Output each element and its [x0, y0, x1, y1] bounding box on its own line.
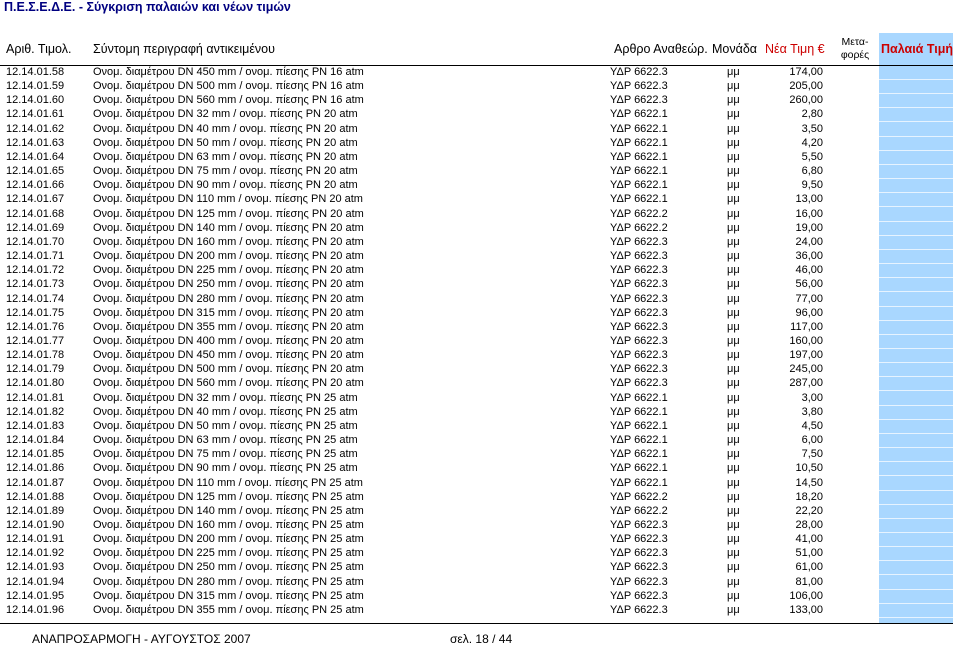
item-reference: ΥΔΡ 6622.3: [610, 334, 668, 347]
item-unit: μμ: [727, 589, 740, 602]
item-reference: ΥΔΡ 6622.1: [610, 136, 668, 149]
item-new-price: 3,50: [801, 122, 823, 135]
item-old-price-cell[interactable]: [879, 193, 953, 207]
item-old-price-cell[interactable]: [879, 519, 953, 533]
item-old-price-cell[interactable]: [879, 363, 953, 377]
item-description: Ονομ. διαμέτρου DN 500 mm / ονομ. πίεσης PN 16 atm: [93, 80, 364, 93]
item-code: 12.14.01.89: [6, 504, 65, 517]
item-description: Ονομ. διαμέτρου DN 225 mm / ονομ. πίεσης PN 25 atm: [93, 547, 364, 560]
table-bottom-divider: [0, 623, 953, 624]
footer-page-number: σελ. 18 / 44: [450, 632, 513, 646]
item-unit: μμ: [727, 363, 740, 376]
item-unit: μμ: [727, 136, 740, 149]
item-description: Ονομ. διαμέτρου DN 200 mm / ονομ. πίεσης PN 20 atm: [93, 250, 364, 263]
item-new-price: 77,00: [795, 292, 823, 305]
header-old-price: Παλαιά Τιμή: [881, 42, 953, 56]
item-unit: μμ: [727, 377, 740, 390]
item-description: Ονομ. διαμέτρου DN 400 mm / ονομ. πίεσης PN 20 atm: [93, 334, 364, 347]
item-description: Ονομ. διαμέτρου DN 250 mm / ονομ. πίεσης PN 25 atm: [93, 561, 364, 574]
item-description: Ονομ. διαμέτρου DN 110 mm / ονομ. πίεσης PN 20 atm: [93, 193, 363, 206]
item-unit: μμ: [727, 434, 740, 447]
item-code: 12.14.01.67: [6, 193, 65, 206]
item-code: 12.14.01.94: [6, 575, 65, 588]
item-code: 12.14.01.91: [6, 533, 65, 546]
item-old-price-cell[interactable]: [879, 236, 953, 250]
item-old-price-cell[interactable]: [879, 321, 953, 335]
table-row: [0, 476, 960, 490]
item-code: 12.14.01.71: [6, 250, 65, 263]
item-unit: μμ: [727, 476, 740, 489]
item-unit: μμ: [727, 391, 740, 404]
table-row: [0, 306, 960, 320]
table-row: [0, 235, 960, 249]
item-new-price: 245,00: [789, 363, 823, 376]
item-old-price-cell[interactable]: [879, 335, 953, 349]
item-new-price: 6,00: [801, 434, 823, 447]
item-old-price-cell[interactable]: [879, 250, 953, 264]
table-row: [0, 391, 960, 405]
item-reference: ΥΔΡ 6622.3: [610, 349, 668, 362]
item-reference: ΥΔΡ 6622.1: [610, 179, 668, 192]
item-old-price-cell[interactable]: [879, 349, 953, 363]
item-code: 12.14.01.63: [6, 136, 65, 149]
item-code: 12.14.01.73: [6, 278, 65, 291]
item-new-price: 197,00: [789, 349, 823, 362]
item-new-price: 13,00: [795, 193, 823, 206]
table-row: [0, 93, 960, 107]
item-old-price-cell[interactable]: [879, 222, 953, 236]
item-new-price: 22,20: [795, 504, 823, 517]
item-new-price: 287,00: [789, 377, 823, 390]
item-reference: ΥΔΡ 6622.2: [610, 221, 668, 234]
item-code: 12.14.01.86: [6, 462, 65, 475]
item-unit: μμ: [727, 320, 740, 333]
item-description: Ονομ. διαμέτρου DN 160 mm / ονομ. πίεσης PN 20 atm: [93, 235, 364, 248]
item-unit: μμ: [727, 179, 740, 192]
price-table-body: [0, 65, 960, 617]
item-description: Ονομ. διαμέτρου DN 125 mm / ονομ. πίεσης PN 25 atm: [93, 490, 364, 503]
item-old-price-cell[interactable]: [879, 307, 953, 321]
footer-edition: ΑΝΑΠΡΟΣΑΡΜΟΓΗ - ΑΥΓΟΥΣΤΟΣ 2007: [32, 632, 251, 646]
table-row: [0, 532, 960, 546]
item-code: 12.14.01.79: [6, 363, 65, 376]
item-code: 12.14.01.69: [6, 221, 65, 234]
table-row: [0, 447, 960, 461]
item-unit: μμ: [727, 193, 740, 206]
item-old-price-cell[interactable]: [879, 108, 953, 122]
header-transfers-line1: Μετα-: [841, 36, 869, 48]
item-unit: μμ: [727, 561, 740, 574]
table-row: [0, 178, 960, 192]
table-row: [0, 320, 960, 334]
item-old-price-cell[interactable]: [879, 264, 953, 278]
item-new-price: 133,00: [789, 603, 823, 616]
item-description: Ονομ. διαμέτρου DN 280 mm / ονομ. πίεσης PN 20 atm: [93, 292, 364, 305]
item-old-price-cell[interactable]: [879, 66, 953, 80]
item-code: 12.14.01.78: [6, 349, 65, 362]
item-reference: ΥΔΡ 6622.3: [610, 519, 668, 531]
item-reference: ΥΔΡ 6622.3: [610, 66, 668, 78]
item-description: Ονομ. διαμέτρου DN 63 mm / ονομ. πίεσης PN 25 atm: [93, 434, 358, 447]
item-reference: ΥΔΡ 6622.3: [610, 603, 668, 616]
item-reference: ΥΔΡ 6622.1: [610, 108, 668, 121]
item-old-price-cell[interactable]: [879, 547, 953, 561]
table-row: [0, 334, 960, 348]
item-old-price-cell[interactable]: [879, 462, 953, 476]
table-row: [0, 79, 960, 93]
item-old-price-cell[interactable]: [879, 80, 953, 94]
item-unit: μμ: [727, 533, 740, 546]
table-row: [0, 518, 960, 532]
item-new-price: 7,50: [801, 448, 823, 461]
item-unit: μμ: [727, 490, 740, 503]
item-old-price-cell[interactable]: [879, 491, 953, 505]
item-new-price: 106,00: [789, 589, 823, 602]
item-unit: μμ: [727, 165, 740, 178]
item-code: 12.14.01.96: [6, 603, 65, 616]
item-reference: ΥΔΡ 6622.3: [610, 306, 668, 319]
item-reference: ΥΔΡ 6622.2: [610, 490, 668, 503]
table-row: [0, 221, 960, 235]
header-transfers: [837, 36, 873, 64]
item-code: 12.14.01.61: [6, 108, 65, 121]
item-unit: μμ: [727, 547, 740, 560]
item-old-price-cell[interactable]: [879, 208, 953, 222]
table-row: [0, 362, 960, 376]
item-code: 12.14.01.64: [6, 150, 65, 163]
table-row: [0, 433, 960, 447]
item-code: 12.14.01.77: [6, 334, 65, 347]
item-code: 12.14.01.60: [6, 94, 65, 107]
item-reference: ΥΔΡ 6622.1: [610, 193, 668, 206]
item-new-price: 160,00: [789, 334, 823, 347]
item-unit: μμ: [727, 207, 740, 220]
item-new-price: 18,20: [795, 490, 823, 503]
item-unit: μμ: [727, 221, 740, 234]
item-reference: ΥΔΡ 6622.1: [610, 434, 668, 447]
header-transfers-line2: φορές: [840, 49, 870, 61]
table-row: [0, 490, 960, 504]
item-code: 12.14.01.81: [6, 391, 65, 404]
table-row: [0, 560, 960, 574]
item-description: Ονομ. διαμέτρου DN 315 mm / ονομ. πίεσης PN 25 atm: [93, 589, 364, 602]
item-old-price-cell[interactable]: [879, 151, 953, 165]
item-old-price-cell[interactable]: [879, 505, 953, 519]
item-description: Ονομ. διαμέτρου DN 560 mm / ονομ. πίεσης PN 20 atm: [93, 377, 364, 390]
item-unit: μμ: [727, 519, 740, 531]
item-reference: ΥΔΡ 6622.3: [610, 363, 668, 376]
item-code: 12.14.01.84: [6, 434, 65, 447]
item-code: 12.14.01.90: [6, 519, 65, 531]
item-reference: ΥΔΡ 6622.1: [610, 122, 668, 135]
item-new-price: 3,00: [801, 391, 823, 404]
item-unit: μμ: [727, 108, 740, 121]
item-new-price: 260,00: [789, 94, 823, 107]
item-description: Ονομ. διαμέτρου DN 355 mm / ονομ. πίεσης PN 20 atm: [93, 320, 364, 333]
table-row: [0, 575, 960, 589]
item-unit: μμ: [727, 80, 740, 93]
item-reference: ΥΔΡ 6622.1: [610, 391, 668, 404]
item-reference: ΥΔΡ 6622.1: [610, 150, 668, 163]
table-row: [0, 461, 960, 475]
item-description: Ονομ. διαμέτρου DN 63 mm / ονομ. πίεσης PN 20 atm: [93, 150, 358, 163]
header-reference: Αρθρο Αναθεώρ.: [614, 42, 708, 56]
table-row: [0, 292, 960, 306]
item-new-price: 117,00: [790, 320, 823, 333]
item-new-price: 5,50: [801, 150, 823, 163]
item-old-price-cell[interactable]: [879, 434, 953, 448]
item-description: Ονομ. διαμέτρου DN 110 mm / ονομ. πίεσης PN 25 atm: [93, 476, 363, 489]
table-row: [0, 107, 960, 121]
item-code: 12.14.01.66: [6, 179, 65, 192]
item-old-price-cell[interactable]: [879, 604, 953, 618]
item-old-price-cell[interactable]: [879, 123, 953, 137]
item-reference: ΥΔΡ 6622.3: [610, 264, 668, 277]
table-row: [0, 348, 960, 362]
item-unit: μμ: [727, 504, 740, 517]
item-unit: μμ: [727, 122, 740, 135]
item-new-price: 9,50: [801, 179, 823, 192]
item-unit: μμ: [727, 334, 740, 347]
item-description: Ονομ. διαμέτρου DN 355 mm / ονομ. πίεσης PN 25 atm: [93, 603, 364, 616]
item-description: Ονομ. διαμέτρου DN 250 mm / ονομ. πίεσης PN 20 atm: [93, 278, 364, 291]
table-header: [0, 33, 960, 65]
header-code: Αριθ. Τιμολ.: [6, 42, 72, 56]
item-new-price: 4,50: [801, 419, 823, 432]
item-new-price: 205,00: [789, 80, 823, 93]
item-unit: μμ: [727, 349, 740, 362]
item-new-price: 28,00: [795, 519, 823, 531]
table-row: [0, 122, 960, 136]
table-row: [0, 419, 960, 433]
item-new-price: 3,80: [801, 405, 823, 418]
table-row: [0, 589, 960, 603]
item-unit: μμ: [727, 419, 740, 432]
item-unit: μμ: [727, 306, 740, 319]
item-new-price: 24,00: [795, 235, 823, 248]
item-unit: μμ: [727, 278, 740, 291]
item-unit: μμ: [727, 462, 740, 475]
item-old-price-cell[interactable]: [879, 590, 953, 604]
item-reference: ΥΔΡ 6622.3: [610, 589, 668, 602]
header-new-price: Νέα Τιμη €: [765, 42, 825, 56]
item-description: Ονομ. διαμέτρου DN 140 mm / ονομ. πίεσης PN 25 atm: [93, 504, 364, 517]
item-code: 12.14.01.92: [6, 547, 65, 560]
item-old-price-cell[interactable]: [879, 293, 953, 307]
item-reference: ΥΔΡ 6622.3: [610, 547, 668, 560]
table-row: [0, 405, 960, 419]
item-reference: ΥΔΡ 6622.3: [610, 80, 668, 93]
item-unit: μμ: [727, 235, 740, 248]
item-unit: μμ: [727, 448, 740, 461]
item-description: Ονομ. διαμέτρου DN 450 mm / ονομ. πίεσης PN 20 atm: [93, 349, 364, 362]
table-row: [0, 65, 960, 79]
item-old-price-cell[interactable]: [879, 561, 953, 575]
table-row: [0, 249, 960, 263]
item-new-price: 16,00: [795, 207, 823, 220]
item-old-price-cell[interactable]: [879, 477, 953, 491]
item-code: 12.14.01.76: [6, 320, 65, 333]
item-description: Ονομ. διαμέτρου DN 560 mm / ονομ. πίεσης PN 16 atm: [93, 94, 364, 107]
item-reference: ΥΔΡ 6622.3: [610, 94, 668, 107]
item-code: 12.14.01.80: [6, 377, 65, 390]
item-new-price: 4,20: [801, 136, 823, 149]
item-reference: ΥΔΡ 6622.1: [610, 165, 668, 178]
table-row: [0, 263, 960, 277]
item-description: Ονομ. διαμέτρου DN 32 mm / ονομ. πίεσης PN 20 atm: [93, 108, 358, 121]
item-new-price: 61,00: [795, 561, 823, 574]
item-old-price-cell[interactable]: [879, 576, 953, 590]
item-old-price-cell[interactable]: [879, 420, 953, 434]
item-reference: ΥΔΡ 6622.3: [610, 533, 668, 546]
table-row: [0, 376, 960, 390]
item-description: Ονομ. διαμέτρου DN 75 mm / ονομ. πίεσης PN 20 atm: [93, 165, 358, 178]
item-new-price: 46,00: [795, 264, 823, 277]
item-new-price: 14,50: [795, 476, 823, 489]
item-new-price: 10,50: [795, 462, 823, 475]
item-unit: μμ: [727, 603, 740, 616]
item-description: Ονομ. διαμέτρου DN 225 mm / ονομ. πίεσης PN 20 atm: [93, 264, 364, 277]
item-reference: ΥΔΡ 6622.2: [610, 207, 668, 220]
item-new-price: 51,00: [795, 547, 823, 560]
item-description: Ονομ. διαμέτρου DN 32 mm / ονομ. πίεσης PN 25 atm: [93, 391, 358, 404]
item-code: 12.14.01.68: [6, 207, 65, 220]
table-row: [0, 192, 960, 206]
item-description: Ονομ. διαμέτρου DN 75 mm / ονομ. πίεσης PN 25 atm: [93, 448, 358, 461]
item-reference: ΥΔΡ 6622.1: [610, 419, 668, 432]
item-description: Ονομ. διαμέτρου DN 500 mm / ονομ. πίεσης PN 20 atm: [93, 363, 364, 376]
item-reference: ΥΔΡ 6622.3: [610, 292, 668, 305]
item-code: 12.14.01.70: [6, 235, 65, 248]
item-description: Ονομ. διαμέτρου DN 125 mm / ονομ. πίεσης PN 20 atm: [93, 207, 364, 220]
item-description: Ονομ. διαμέτρου DN 200 mm / ονομ. πίεσης PN 25 atm: [93, 533, 364, 546]
item-new-price: 81,00: [795, 575, 823, 588]
item-old-price-cell[interactable]: [879, 278, 953, 292]
item-reference: ΥΔΡ 6622.3: [610, 561, 668, 574]
item-code: 12.14.01.65: [6, 165, 65, 178]
page-title: Π.Ε.Σ.Ε.Δ.Ε. - Σύγκριση παλαιών και νέων τιμών: [4, 0, 291, 14]
item-unit: μμ: [727, 292, 740, 305]
item-description: Ονομ. διαμέτρου DN 140 mm / ονομ. πίεσης PN 20 atm: [93, 221, 364, 234]
item-reference: ΥΔΡ 6622.3: [610, 278, 668, 291]
item-reference: ΥΔΡ 6622.1: [610, 405, 668, 418]
table-row: [0, 150, 960, 164]
table-row: [0, 164, 960, 178]
item-code: 12.14.01.87: [6, 476, 65, 489]
item-unit: μμ: [727, 250, 740, 263]
item-old-price-cell[interactable]: [879, 179, 953, 193]
item-code: 12.14.01.85: [6, 448, 65, 461]
item-code: 12.14.01.74: [6, 292, 65, 305]
item-code: 12.14.01.82: [6, 405, 65, 418]
item-description: Ονομ. διαμέτρου DN 90 mm / ονομ. πίεσης PN 25 atm: [93, 462, 358, 475]
header-unit: Μονάδα: [712, 42, 758, 56]
item-old-price-cell[interactable]: [879, 377, 953, 391]
item-code: 12.14.01.75: [6, 306, 65, 319]
item-new-price: 96,00: [795, 306, 823, 319]
item-description: Ονομ. διαμέτρου DN 90 mm / ονομ. πίεσης PN 20 atm: [93, 179, 358, 192]
item-new-price: 41,00: [795, 533, 823, 546]
table-row: [0, 136, 960, 150]
item-old-price-cell[interactable]: [879, 533, 953, 547]
table-row: [0, 504, 960, 518]
item-new-price: 2,80: [801, 108, 823, 121]
item-unit: μμ: [727, 405, 740, 418]
item-new-price: 174,00: [789, 66, 823, 78]
table-row: [0, 603, 960, 617]
item-reference: ΥΔΡ 6622.2: [610, 504, 668, 517]
item-description: Ονομ. διαμέτρου DN 40 mm / ονομ. πίεσης PN 20 atm: [93, 122, 358, 135]
item-reference: ΥΔΡ 6622.3: [610, 235, 668, 248]
item-description: Ονομ. διαμέτρου DN 450 mm / ονομ. πίεσης PN 16 atm: [93, 66, 364, 78]
item-old-price-cell[interactable]: [879, 165, 953, 179]
item-new-price: 56,00: [795, 278, 823, 291]
item-description: Ονομ. διαμέτρου DN 40 mm / ονομ. πίεσης PN 25 atm: [93, 405, 358, 418]
table-row: [0, 207, 960, 221]
item-reference: ΥΔΡ 6622.3: [610, 377, 668, 390]
item-description: Ονομ. διαμέτρου DN 280 mm / ονομ. πίεσης PN 25 atm: [93, 575, 364, 588]
item-reference: ΥΔΡ 6622.1: [610, 476, 668, 489]
item-code: 12.14.01.88: [6, 490, 65, 503]
item-code: 12.14.01.72: [6, 264, 65, 277]
item-old-price-cell[interactable]: [879, 94, 953, 108]
item-reference: ΥΔΡ 6622.3: [610, 250, 668, 263]
item-new-price: 6,80: [801, 165, 823, 178]
item-new-price: 36,00: [795, 250, 823, 263]
item-unit: μμ: [727, 264, 740, 277]
item-description: Ονομ. διαμέτρου DN 50 mm / ονομ. πίεσης PN 20 atm: [93, 136, 358, 149]
item-code: 12.14.01.58: [6, 66, 65, 78]
item-code: 12.14.01.83: [6, 419, 65, 432]
item-old-price-cell[interactable]: [879, 392, 953, 406]
table-row: [0, 546, 960, 560]
item-unit: μμ: [727, 94, 740, 107]
item-new-price: 19,00: [795, 221, 823, 234]
item-old-price-cell[interactable]: [879, 448, 953, 462]
item-unit: μμ: [727, 150, 740, 163]
item-unit: μμ: [727, 575, 740, 588]
header-description: Σύντομη περιγραφή αντικειμένου: [93, 42, 275, 56]
item-code: 12.14.01.59: [6, 80, 65, 93]
item-code: 12.14.01.95: [6, 589, 65, 602]
item-old-price-cell[interactable]: [879, 137, 953, 151]
item-unit: μμ: [727, 66, 740, 78]
table-row: [0, 277, 960, 291]
item-old-price-cell[interactable]: [879, 406, 953, 420]
item-reference: ΥΔΡ 6622.3: [610, 320, 668, 333]
item-code: 12.14.01.62: [6, 122, 65, 135]
item-code: 12.14.01.93: [6, 561, 65, 574]
item-reference: ΥΔΡ 6622.1: [610, 448, 668, 461]
item-description: Ονομ. διαμέτρου DN 160 mm / ονομ. πίεσης PN 25 atm: [93, 519, 364, 531]
item-reference: ΥΔΡ 6622.1: [610, 462, 668, 475]
item-description: Ονομ. διαμέτρου DN 50 mm / ονομ. πίεσης PN 25 atm: [93, 419, 358, 432]
item-description: Ονομ. διαμέτρου DN 315 mm / ονομ. πίεσης PN 20 atm: [93, 306, 364, 319]
item-reference: ΥΔΡ 6622.3: [610, 575, 668, 588]
